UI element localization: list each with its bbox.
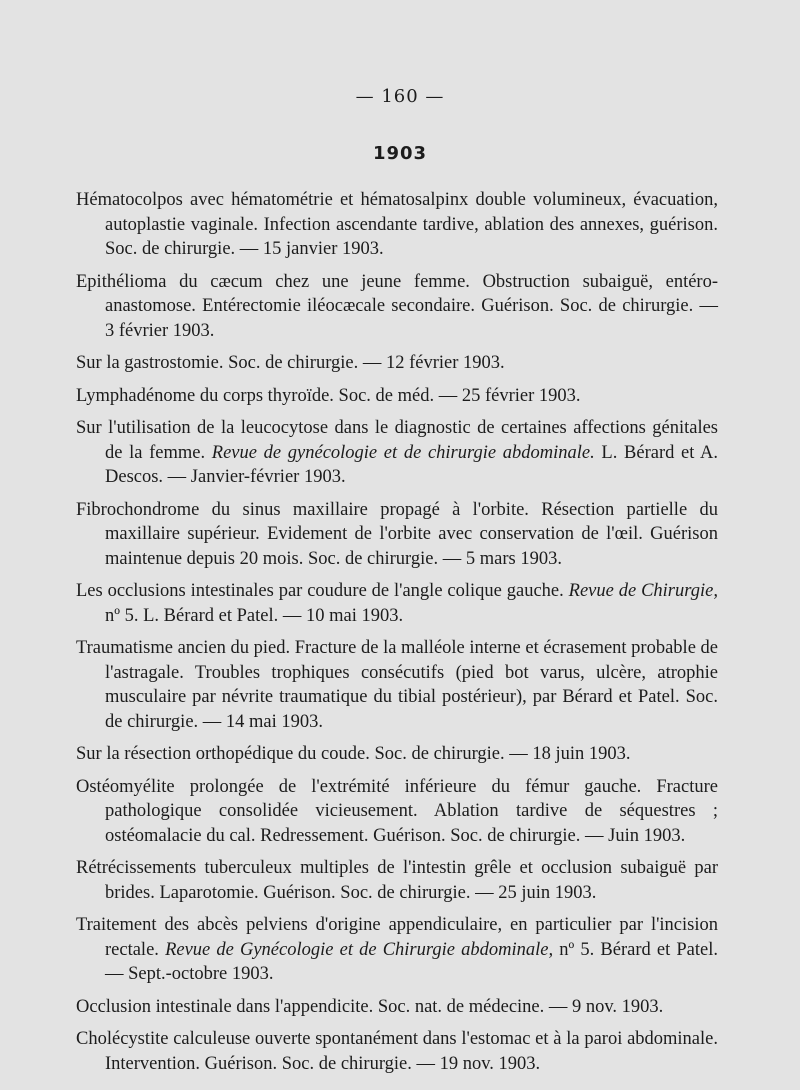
bibliography-entry: Occlusion intestinale dans l'appendicite. Soc. nat. de médecine. — 9 nov. 1903. [76,996,664,1017]
year-heading: 1903 [372,143,428,164]
journal-title: Revue de gynécologie et de chirurgie abdominale. [211,442,595,463]
bibliography-list [76,188,718,1084]
bibliography-entry: Epithélioma du cæcum chez une jeune femme. Obstruction subaiguë, entéro-anastomose. Entérectomie iléocæcale secondaire. Guérison. Soc. de chirurgie. — 3 février 1903. [76,271,718,341]
bibliography-entry: Rétrécissements tuberculeux multiples de l'intestin grêle et occlusion subaiguë par brides. Laparotomie. Guérison. Soc. de chirurgie. — 25 juin 1903. [76,858,718,903]
bibliography-entry: Hématocolpos avec hématométrie et hématosalpinx double volumineux, évacuation, autoplastie vaginale. Infection ascendante tardive, ablation des annexes, guérison. Soc. de chirurgie. — 15 janvier 1903. [76,190,718,259]
bibliography-entry: Ostéomyélite prolongée de l'extrémité inférieure du fémur gauche. Fracture pathologique consolidée vicieusement. Ablation tardive de séquestres ; ostéomalacie du cal. Redressement. Guérison. Soc. de chirurgie. — Juin 1903. [76,776,718,846]
bibliography-entry: Traumatisme ancien du pied. Fracture de la malléole interne et écrasement probable de l'astragale. Troubles trophiques consécutifs (pied bot varus, ulcère, atrophie musculaire par névrite traumatique du tibial postérieur), par Bérard et Patel. Soc. de chirurgie. — 14 mai 1903. [76,638,718,732]
bibliography-entry: Sur l'utilisation de la leucocytose dans le diagnostic de certaines affections génitales de la femme. Revue de gynécologie et de chirurgie abdominale. L. Bérard et A. Descos. — Janvier-février 1903. [76,418,718,487]
bibliography-entry: Cholécystite calculeuse ouverte spontanément dans l'estomac et à la paroi abdominale. Intervention. Guérison. Soc. de chirurgie. — 19 nov. 1903. [76,1029,718,1074]
bibliography-entry: Sur la résection orthopédique du coude. Soc. de chirurgie. — 18 juin 1903. [76,744,631,764]
bibliography-entry: Sur la gastrostomie. Soc. de chirurgie. — 12 février 1903. [76,353,505,373]
journal-title: Revue de Chirurgie, [568,581,718,601]
bibliography-entry: Lymphadénome du corps thyroïde. Soc. de méd. — 25 février 1903. [76,385,581,406]
page-number: — 160 — [355,86,445,107]
bibliography-entry: Fibrochondrome du sinus maxillaire propagé à l'orbite. Résection partielle du maxillaire supérieur. Evidement de l'orbite avec conservation de l'œil. Guérison maintenue depuis 20 mois. Soc. de chirurgie. — 5 mars 1903. [76,499,718,569]
journal-title: Revue de Gynécologie et de Chirurgie abdominale, [165,939,554,960]
bibliography-entry: Les occlusions intestinales par coudure de l'angle colique gauche. Revue de Chirurgie, nº 5. L. Bérard et Patel. — 10 mai 1903. [76,581,718,626]
bibliography-entry: Traitement des abcès pelviens d'origine appendiculaire, en particulier par l'incision rectale. Revue de Gynécologie et de Chirurgie abdominale, nº 5. Bérard et Patel. — Sept.-octobre 1903. [76,915,718,984]
